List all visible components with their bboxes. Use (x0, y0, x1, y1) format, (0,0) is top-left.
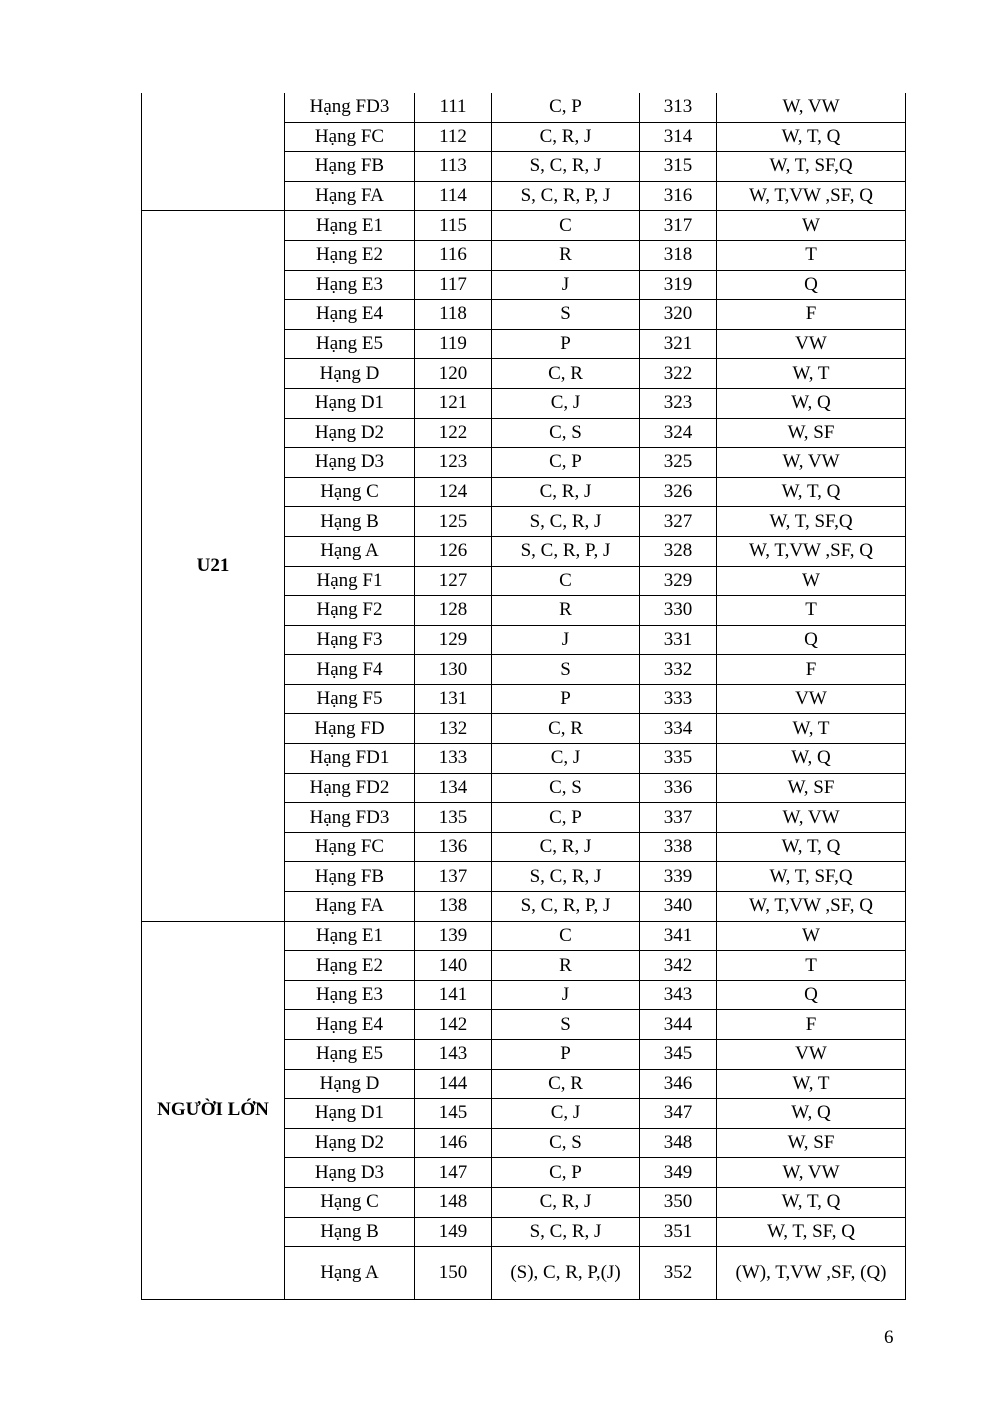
rank-cell: Hạng FB (285, 152, 415, 182)
table-row (142, 93, 906, 122)
category2-cell: W, T, SF,Q (717, 507, 906, 537)
category-cell: C, R, J (492, 1187, 640, 1217)
table-row (142, 921, 906, 951)
category-cell: C (492, 566, 640, 596)
rank-cell: Hạng E2 (285, 951, 415, 981)
category-cell: S (492, 655, 640, 685)
code-cell: 149 (415, 1217, 492, 1247)
code2-cell: 318 (640, 240, 717, 270)
rank-cell: Hạng C (285, 1187, 415, 1217)
code-cell: 118 (415, 300, 492, 330)
category2-cell: W (717, 566, 906, 596)
category2-cell: VW (717, 684, 906, 714)
rank-cell: Hạng FA (285, 181, 415, 211)
code2-cell: 351 (640, 1217, 717, 1247)
category-cell: C, R (492, 359, 640, 389)
rank-cell: Hạng FD3 (285, 803, 415, 833)
category-cell: P (492, 329, 640, 359)
group-label-cell: U21 (142, 211, 285, 921)
rank-cell: Hạng FD1 (285, 744, 415, 774)
category-cell: C, R, J (492, 477, 640, 507)
code2-cell: 329 (640, 566, 717, 596)
code2-cell: 315 (640, 152, 717, 182)
rank-cell: Hạng E4 (285, 1010, 415, 1040)
code-cell: 122 (415, 418, 492, 448)
category2-cell: W, T,VW ,SF, Q (717, 181, 906, 211)
code2-cell: 343 (640, 980, 717, 1010)
category2-cell: W, T, Q (717, 832, 906, 862)
category2-cell: Q (717, 980, 906, 1010)
rank-cell: Hạng F1 (285, 566, 415, 596)
code2-cell: 335 (640, 744, 717, 774)
category2-cell: F (717, 655, 906, 685)
category-cell: S, C, R, J (492, 152, 640, 182)
code-cell: 126 (415, 536, 492, 566)
code-cell: 116 (415, 240, 492, 270)
category2-cell: VW (717, 329, 906, 359)
ranking-table (141, 93, 906, 1300)
rank-cell: Hạng B (285, 507, 415, 537)
rank-cell: Hạng D2 (285, 418, 415, 448)
group-label-cell (142, 93, 285, 211)
code2-cell: 313 (640, 93, 717, 122)
category-cell: R (492, 951, 640, 981)
category2-cell: W, SF (717, 1128, 906, 1158)
rank-cell: Hạng E4 (285, 300, 415, 330)
code2-cell: 344 (640, 1010, 717, 1040)
code2-cell: 334 (640, 714, 717, 744)
code-cell: 115 (415, 211, 492, 241)
code2-cell: 337 (640, 803, 717, 833)
code-cell: 131 (415, 684, 492, 714)
code2-cell: 330 (640, 596, 717, 626)
category2-cell: VW (717, 1040, 906, 1070)
category-cell: C (492, 211, 640, 241)
category-cell: P (492, 684, 640, 714)
category2-cell: W, VW (717, 803, 906, 833)
rank-cell: Hạng FD (285, 714, 415, 744)
category2-cell: W, VW (717, 93, 906, 122)
category-cell: S (492, 300, 640, 330)
group-label-cell: NGƯỜI LỚN (142, 921, 285, 1300)
rank-cell: Hạng E5 (285, 1040, 415, 1070)
code-cell: 144 (415, 1069, 492, 1099)
code-cell: 120 (415, 359, 492, 389)
code-cell: 128 (415, 596, 492, 626)
category2-cell: W, SF (717, 418, 906, 448)
category2-cell: W, T,VW ,SF, Q (717, 892, 906, 922)
rank-cell: Hạng FB (285, 862, 415, 892)
category-cell: C, S (492, 418, 640, 448)
category-cell: C, J (492, 1099, 640, 1129)
category-cell: C (492, 921, 640, 951)
code2-cell: 314 (640, 122, 717, 152)
category2-cell: (W), T,VW ,SF, (Q) (717, 1247, 906, 1300)
code-cell: 136 (415, 832, 492, 862)
code-cell: 140 (415, 951, 492, 981)
category2-cell: W, T (717, 714, 906, 744)
code2-cell: 339 (640, 862, 717, 892)
category2-cell: T (717, 240, 906, 270)
code-cell: 123 (415, 448, 492, 478)
page-number: 6 (884, 1327, 894, 1348)
category-cell: S, C, R, P, J (492, 181, 640, 211)
code-cell: 150 (415, 1247, 492, 1300)
category-cell: C, R, J (492, 832, 640, 862)
code2-cell: 348 (640, 1128, 717, 1158)
category-cell: (S), C, R, P,(J) (492, 1247, 640, 1300)
code-cell: 141 (415, 980, 492, 1010)
code-cell: 146 (415, 1128, 492, 1158)
category2-cell: Q (717, 270, 906, 300)
code2-cell: 319 (640, 270, 717, 300)
code2-cell: 350 (640, 1187, 717, 1217)
category-cell: J (492, 980, 640, 1010)
code2-cell: 323 (640, 388, 717, 418)
category-cell: S, C, R, J (492, 1217, 640, 1247)
code-cell: 130 (415, 655, 492, 685)
code-cell: 129 (415, 625, 492, 655)
category2-cell: W, T, Q (717, 477, 906, 507)
code2-cell: 332 (640, 655, 717, 685)
category-cell: S, C, R, P, J (492, 536, 640, 566)
category2-cell: W, T, SF,Q (717, 152, 906, 182)
category-cell: C, R (492, 1069, 640, 1099)
category2-cell: W, Q (717, 1099, 906, 1129)
category-cell: C, R (492, 714, 640, 744)
code-cell: 138 (415, 892, 492, 922)
category2-cell: T (717, 596, 906, 626)
category-cell: P (492, 1040, 640, 1070)
rank-cell: Hạng E2 (285, 240, 415, 270)
code-cell: 133 (415, 744, 492, 774)
category2-cell: Q (717, 625, 906, 655)
category2-cell: W, SF (717, 773, 906, 803)
code-cell: 114 (415, 181, 492, 211)
code-cell: 135 (415, 803, 492, 833)
code2-cell: 331 (640, 625, 717, 655)
rank-cell: Hạng FD2 (285, 773, 415, 803)
code2-cell: 327 (640, 507, 717, 537)
table-row (142, 211, 906, 241)
code-cell: 113 (415, 152, 492, 182)
code-cell: 117 (415, 270, 492, 300)
category2-cell: W (717, 921, 906, 951)
code2-cell: 320 (640, 300, 717, 330)
code-cell: 137 (415, 862, 492, 892)
rank-cell: Hạng FC (285, 832, 415, 862)
code2-cell: 317 (640, 211, 717, 241)
category2-cell: W, T, SF, Q (717, 1217, 906, 1247)
category-cell: C, R, J (492, 122, 640, 152)
category-cell: S (492, 1010, 640, 1040)
code-cell: 125 (415, 507, 492, 537)
rank-cell: Hạng F5 (285, 684, 415, 714)
rank-cell: Hạng F4 (285, 655, 415, 685)
code-cell: 147 (415, 1158, 492, 1188)
rank-cell: Hạng D3 (285, 448, 415, 478)
rank-cell: Hạng D2 (285, 1128, 415, 1158)
category-cell: C, S (492, 773, 640, 803)
code-cell: 139 (415, 921, 492, 951)
category2-cell: W, VW (717, 448, 906, 478)
category2-cell: W, T, Q (717, 1187, 906, 1217)
rank-cell: Hạng E5 (285, 329, 415, 359)
code2-cell: 322 (640, 359, 717, 389)
code2-cell: 326 (640, 477, 717, 507)
code-cell: 124 (415, 477, 492, 507)
code-cell: 142 (415, 1010, 492, 1040)
rank-cell: Hạng FA (285, 892, 415, 922)
code2-cell: 324 (640, 418, 717, 448)
rank-cell: Hạng D1 (285, 1099, 415, 1129)
category-cell: R (492, 240, 640, 270)
rank-cell: Hạng E1 (285, 921, 415, 951)
code-cell: 127 (415, 566, 492, 596)
code2-cell: 338 (640, 832, 717, 862)
category2-cell: W, T (717, 359, 906, 389)
code-cell: 132 (415, 714, 492, 744)
code2-cell: 341 (640, 921, 717, 951)
code-cell: 148 (415, 1187, 492, 1217)
code-cell: 119 (415, 329, 492, 359)
rank-cell: Hạng D3 (285, 1158, 415, 1188)
rank-cell: Hạng D (285, 359, 415, 389)
category2-cell: W, T, Q (717, 122, 906, 152)
code-cell: 134 (415, 773, 492, 803)
rank-cell: Hạng E3 (285, 980, 415, 1010)
category-cell: C, P (492, 1158, 640, 1188)
category-cell: S, C, R, J (492, 862, 640, 892)
category-cell: C, S (492, 1128, 640, 1158)
category-cell: S, C, R, J (492, 507, 640, 537)
category2-cell: F (717, 300, 906, 330)
code2-cell: 352 (640, 1247, 717, 1300)
code2-cell: 321 (640, 329, 717, 359)
code-cell: 112 (415, 122, 492, 152)
code2-cell: 347 (640, 1099, 717, 1129)
rank-cell: Hạng E3 (285, 270, 415, 300)
category2-cell: W, T, SF,Q (717, 862, 906, 892)
code2-cell: 342 (640, 951, 717, 981)
rank-cell: Hạng F2 (285, 596, 415, 626)
category2-cell: W, T,VW ,SF, Q (717, 536, 906, 566)
category-cell: S, C, R, P, J (492, 892, 640, 922)
rank-cell: Hạng A (285, 536, 415, 566)
rank-cell: Hạng E1 (285, 211, 415, 241)
code2-cell: 349 (640, 1158, 717, 1188)
code-cell: 145 (415, 1099, 492, 1129)
category-cell: C, P (492, 803, 640, 833)
code2-cell: 340 (640, 892, 717, 922)
code2-cell: 328 (640, 536, 717, 566)
code-cell: 111 (415, 93, 492, 122)
category2-cell: T (717, 951, 906, 981)
rank-cell: Hạng D1 (285, 388, 415, 418)
category2-cell: W, Q (717, 744, 906, 774)
rank-cell: Hạng C (285, 477, 415, 507)
rank-cell: Hạng FD3 (285, 93, 415, 122)
category-cell: C, P (492, 93, 640, 122)
rank-cell: Hạng FC (285, 122, 415, 152)
category2-cell: F (717, 1010, 906, 1040)
code-cell: 121 (415, 388, 492, 418)
code2-cell: 325 (640, 448, 717, 478)
code2-cell: 336 (640, 773, 717, 803)
category-cell: J (492, 625, 640, 655)
code2-cell: 345 (640, 1040, 717, 1070)
category-cell: J (492, 270, 640, 300)
rank-cell: Hạng F3 (285, 625, 415, 655)
category2-cell: W, VW (717, 1158, 906, 1188)
code2-cell: 346 (640, 1069, 717, 1099)
category2-cell: W, T (717, 1069, 906, 1099)
code-cell: 143 (415, 1040, 492, 1070)
category-cell: C, J (492, 744, 640, 774)
category2-cell: W (717, 211, 906, 241)
category-cell: R (492, 596, 640, 626)
rank-cell: Hạng A (285, 1247, 415, 1300)
code2-cell: 333 (640, 684, 717, 714)
code2-cell: 316 (640, 181, 717, 211)
rank-cell: Hạng B (285, 1217, 415, 1247)
rank-cell: Hạng D (285, 1069, 415, 1099)
category-cell: C, P (492, 448, 640, 478)
category-cell: C, J (492, 388, 640, 418)
category2-cell: W, Q (717, 388, 906, 418)
